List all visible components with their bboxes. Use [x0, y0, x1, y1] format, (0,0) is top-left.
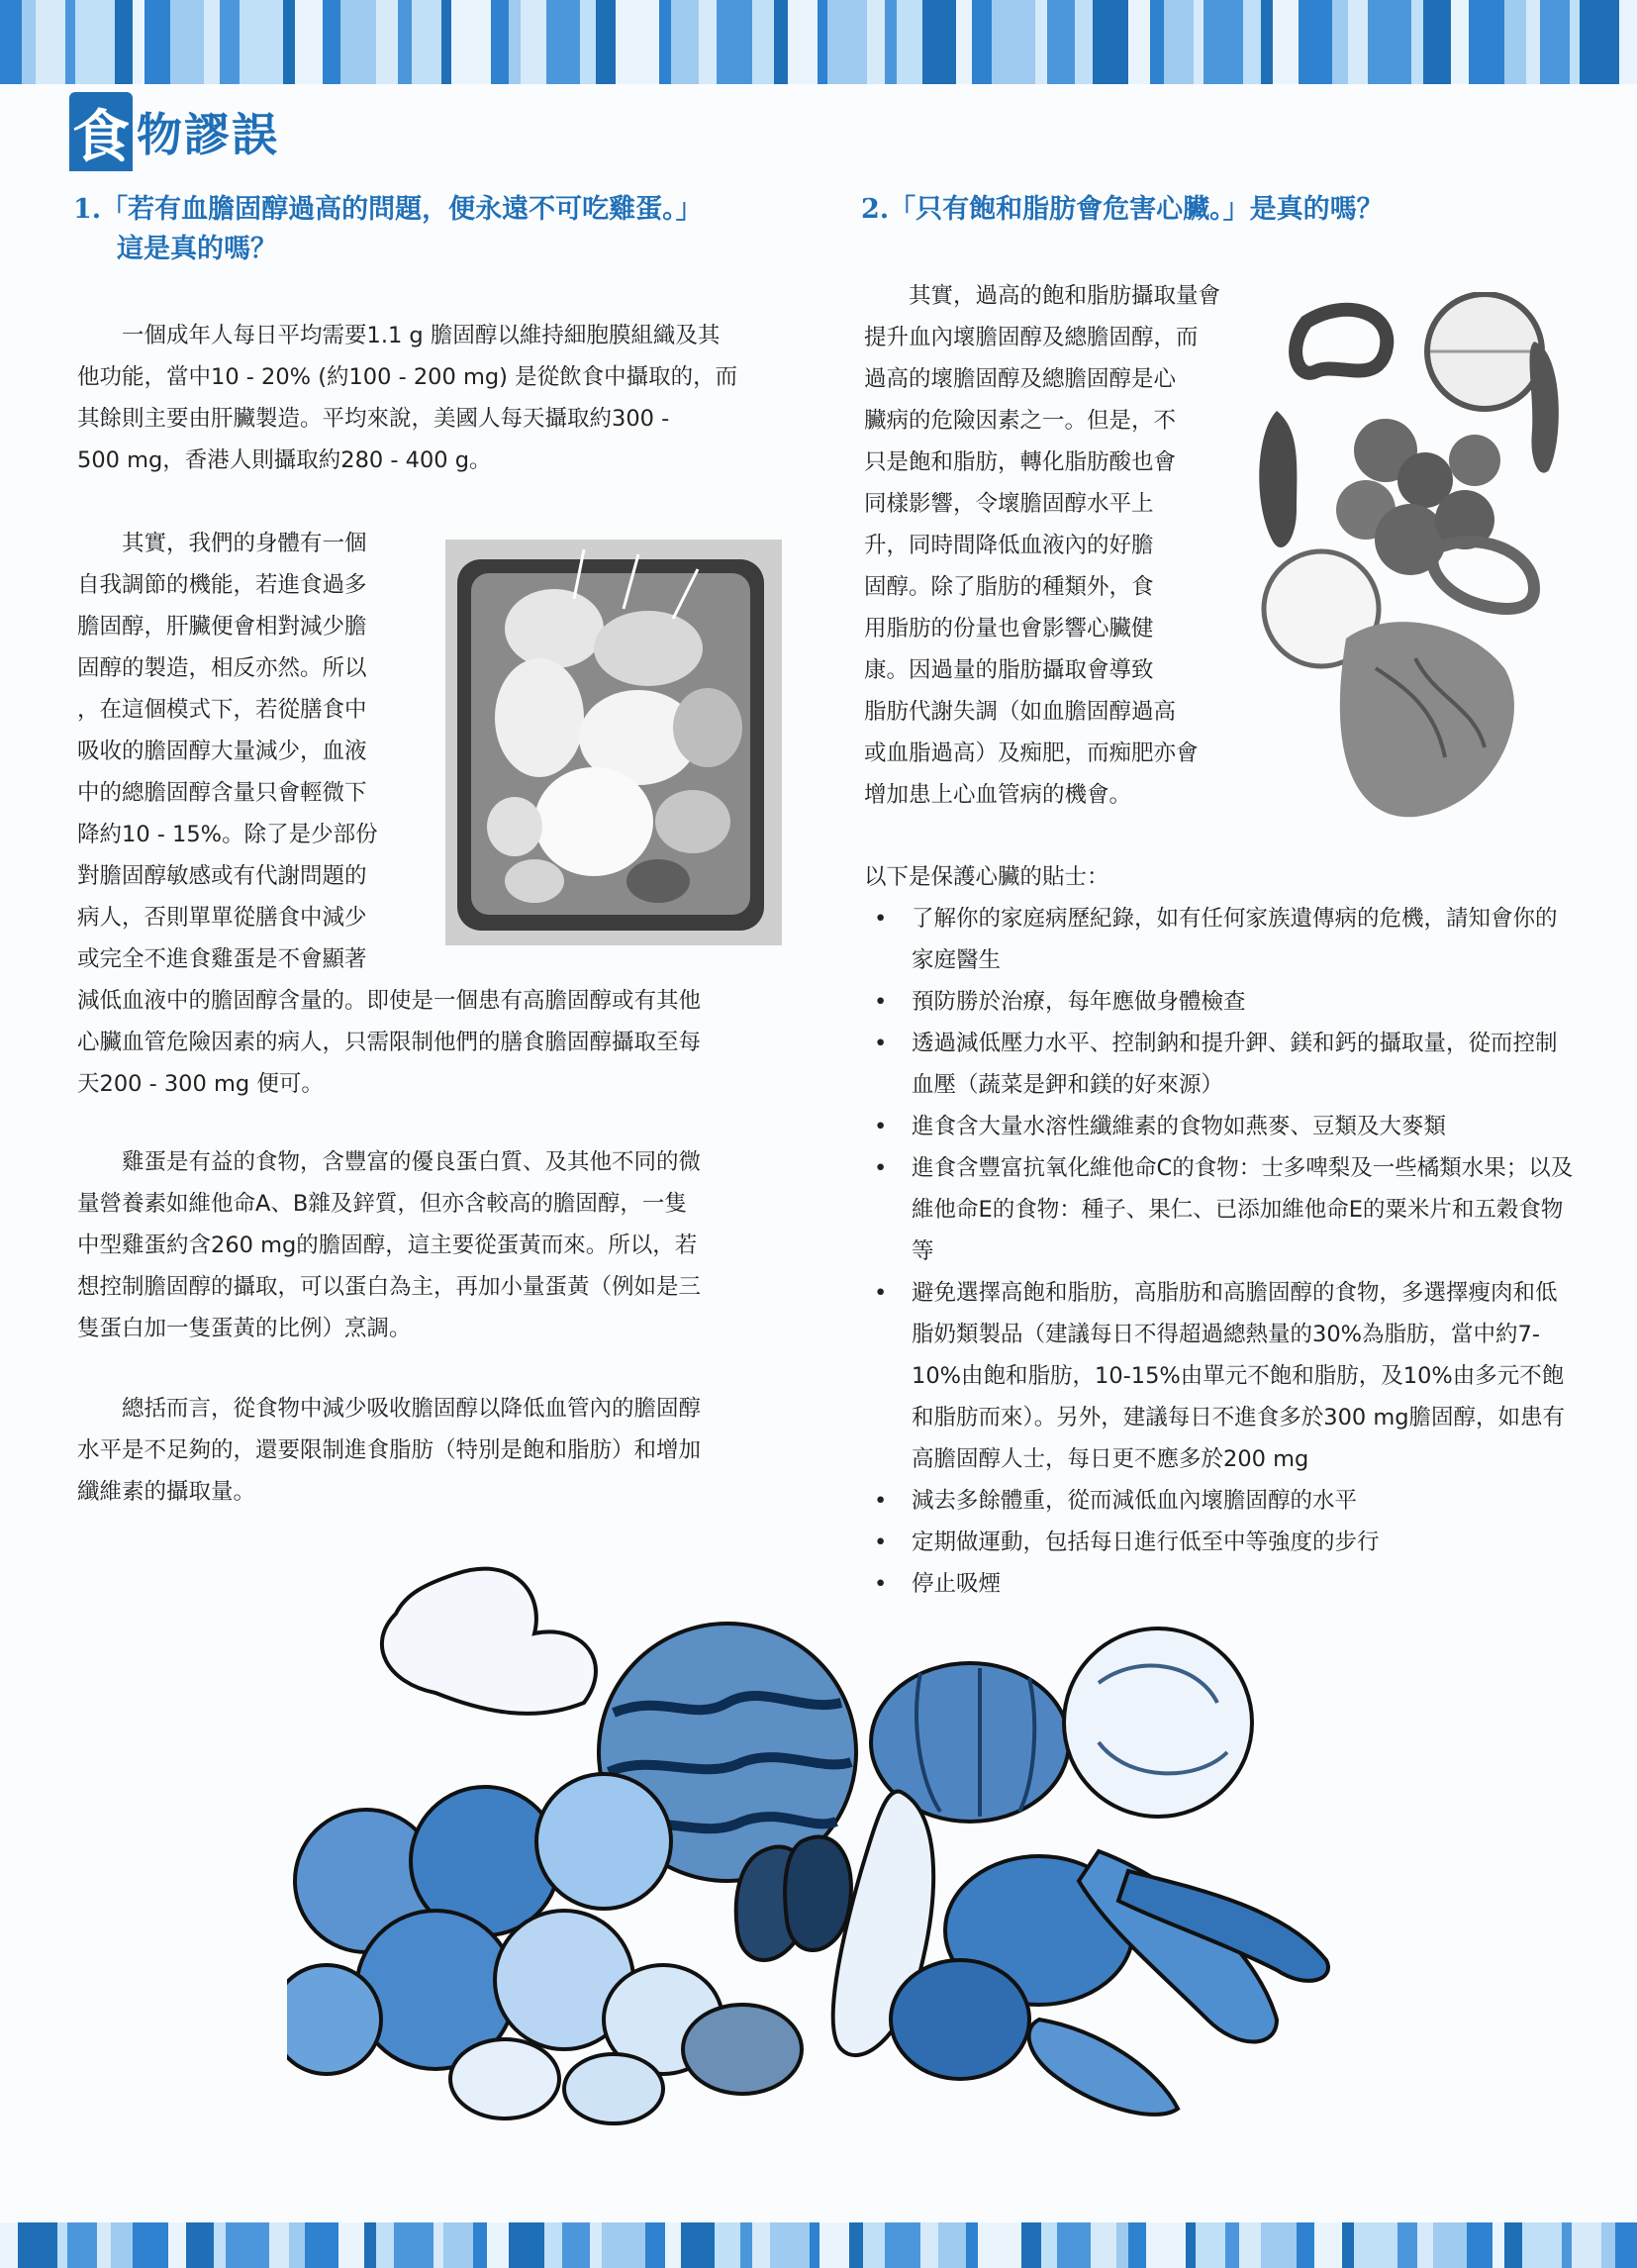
stripe-segment [1299, 0, 1332, 84]
q1-p4-line: 總括而言，從食物中減少吸收膽固醇以降低血管內的膽固醇 [122, 1396, 702, 1422]
stripe-segment [956, 0, 972, 84]
stripe-segment [1186, 2222, 1196, 2268]
stripe-segment [412, 0, 441, 84]
q1-paragraph-2 [77, 523, 433, 980]
q2-p1-line: 升，同時間降低血液內的好膽 [864, 533, 1154, 558]
stripe-segment [1451, 0, 1469, 84]
stripe-segment [186, 2222, 214, 2268]
stripe-segment [509, 2222, 544, 2268]
stripe-segment [441, 0, 451, 84]
q2-p1-line: 同樣影響，令壞膽固醇水平上 [864, 491, 1154, 517]
stripe-segment [1146, 2222, 1186, 2268]
stripe-segment [740, 2222, 752, 2268]
stripe-segment [65, 0, 75, 84]
stripe-segment [1047, 0, 1075, 84]
stripe-segment [18, 2222, 57, 2268]
stripe-segment [1368, 0, 1411, 84]
stripe-segment [659, 0, 671, 84]
stripe-segment [546, 0, 580, 84]
q1-p2-line: 中的總膽固醇含量只會輕微下 [77, 780, 367, 806]
q1-paragraph-3 [77, 1141, 800, 1349]
stripe-segment [1397, 2222, 1417, 2268]
stripe-segment [433, 2222, 443, 2268]
stripe-segment [305, 2222, 338, 2268]
q1-p3-line: 隻蛋白加一隻蛋黃的比例）烹調。 [77, 1316, 412, 1341]
stripe-segment [1116, 2222, 1128, 2268]
stripe-segment [671, 0, 699, 84]
stripe-segment [867, 0, 885, 84]
stripe-segment [699, 0, 717, 84]
q1-p2-line: 其實，我們的身體有一個 [122, 531, 367, 556]
stripe-segment [1164, 0, 1194, 84]
stripe-segment [1150, 0, 1164, 84]
stripe-segment [1615, 2222, 1637, 2268]
stripe-segment [289, 2222, 305, 2268]
tip-item: • 進食含豐富抗氧化維他命C的食物：士多啤梨及一些橘類水果；以及維他命E的食物：種子、果仁、已添加維他命E的粟米片和五穀食物等 [864, 1147, 1577, 1272]
stripe-segment [1128, 0, 1150, 84]
stripe-segment [1204, 0, 1243, 84]
stripe-segment [1562, 2222, 1572, 2268]
stripe-segment [1332, 0, 1348, 84]
q2-title: 2.「只有飽和脂肪會危害心臟。」是真的嗎？ [861, 194, 1384, 225]
q2-p1-line: 只是飽和脂肪，轉化脂肪酸也會 [864, 449, 1177, 475]
stripe-segment [1417, 2222, 1433, 2268]
bottom-stripe-bar [0, 2222, 1637, 2268]
q1-p2-line: 吸收的膽固醇大量減少，血液 [77, 739, 367, 764]
stripe-segment [752, 2222, 770, 2268]
q2-p1-line: 脂肪代謝失調（如血膽固醇過高 [864, 699, 1177, 725]
q1-p3-line: 雞蛋是有益的食物，含豐富的優良蛋白質、及其他不同的微 [122, 1149, 702, 1175]
stripe-segment [717, 0, 752, 84]
stripe-segment [827, 0, 867, 84]
q1-p1-line: 一個成年人每日平均需要1.1 g 膽固醇以維持細胞膜組織及其 [122, 323, 721, 348]
stripe-segment [810, 2222, 819, 2268]
stripe-segment [1469, 0, 1504, 84]
stripe-segment [75, 0, 115, 84]
tip-item: • 避免選擇高飽和脂肪，高脂肪和高膽固醇的食物，多選擇瘦肉和低脂奶類製品（建議每日不得超過總熱量的30%為脂肪，當中約7-10%由飽和脂肪，10-15%由單元不飽和脂肪，及10%由多元不飽和脂肪而來）。另外，建議每日不進食多於300 mg膽固醇，如患有高膽固醇人士，每日更不應多於200 mg [864, 1272, 1577, 1480]
q1-paragraph-4 [77, 1388, 800, 1513]
q1-paragraph-2-cont [77, 980, 800, 1105]
q1-p2c-line: 減低血液中的膽固醇含量的。即使是一個患有高膽固醇或有其他 [77, 988, 702, 1014]
stripe-segment [1504, 2222, 1522, 2268]
q1-title [73, 190, 703, 269]
stripe-segment [473, 2222, 487, 2268]
hotpot-photo [445, 540, 782, 945]
stripe-segment [788, 0, 818, 84]
q1-p2c-line: 天200 - 300 mg 便可。 [77, 1071, 324, 1097]
stripe-segment [1297, 2222, 1314, 2268]
q2-p1-line: 臟病的危險因素之一。但是，不 [864, 408, 1177, 434]
stripe-segment [596, 0, 616, 84]
stripe-segment [22, 0, 36, 84]
tip-item: • 停止吸煙 [864, 1563, 1577, 1605]
tip-item: • 進食含大量水溶性纖維素的食物如燕麥、豆類及大麥類 [864, 1106, 1577, 1147]
stripe-segment [1348, 0, 1368, 84]
stripe-segment [818, 0, 827, 84]
stripe-segment [57, 2222, 67, 2268]
stripe-segment [1021, 2222, 1041, 2268]
stripe-segment [885, 2222, 920, 2268]
stripe-segment [992, 0, 1035, 84]
stripe-segment [665, 2222, 681, 2268]
stripe-segment [168, 2222, 186, 2268]
tips-intro: 以下是保護心臟的貼士： [864, 864, 1109, 890]
stripe-segment [487, 2222, 509, 2268]
q1-p2-line: 降約10 - 15%。除了是少部份 [77, 822, 378, 847]
stripe-segment [1091, 2222, 1116, 2268]
vegetables-photo [1237, 292, 1584, 827]
q1-title-line2: 這是真的嗎？ [117, 234, 277, 264]
stripe-segment [1196, 2222, 1225, 2268]
stripe-segment [376, 0, 398, 84]
q2-p1-line: 或血脂過高）及痴肥，而痴肥亦會 [864, 740, 1199, 766]
stripe-segment [1354, 2222, 1397, 2268]
stripe-segment [972, 0, 992, 84]
stripe-segment [240, 0, 283, 84]
stripe-segment [770, 2222, 810, 2268]
q1-p1-line: 他功能，當中10 - 20% (約100 - 200 mg) 是從飲食中攝取的，而 [77, 364, 738, 390]
stripe-segment [1526, 0, 1540, 84]
stripe-segment [616, 0, 659, 84]
q1-p2-line: 病人，否則單單從膳食中減少 [77, 905, 367, 931]
stripe-segment [920, 2222, 938, 2268]
stripe-segment [204, 0, 220, 84]
stripe-segment [1433, 2222, 1467, 2268]
stripe-segment [1314, 2222, 1342, 2268]
stripe-segment [509, 0, 521, 84]
stripe-segment [1601, 2222, 1615, 2268]
stripe-segment [922, 0, 956, 84]
stripe-segment [1273, 0, 1299, 84]
stripe-segment [819, 2222, 849, 2268]
stripe-segment [115, 0, 133, 84]
q1-p3-line: 量營養素如維他命A、B雜及鋅質，但亦含較高的膽固醇，一隻 [77, 1191, 687, 1217]
stripe-segment [1504, 0, 1526, 84]
page-header [69, 87, 279, 176]
stripe-segment [1342, 2222, 1354, 2268]
header-logo-char: 食 [69, 92, 133, 171]
stripe-segment [1619, 0, 1637, 84]
stripe-segment [562, 2222, 590, 2268]
stripe-segment [849, 2222, 863, 2268]
q2-p1-line: 提升血內壞膽固醇及總膽固醇，而 [864, 325, 1199, 350]
stripe-segment [0, 0, 22, 84]
tip-item: • 減去多餘體重，從而減低血內壞膽固醇的水平 [864, 1480, 1577, 1522]
stripe-segment [1522, 2222, 1562, 2268]
stripe-segment [295, 0, 323, 84]
stripe-segment [590, 2222, 602, 2268]
stripe-segment [376, 2222, 394, 2268]
stripe-segment [491, 0, 509, 84]
stripe-segment [220, 0, 240, 84]
stripe-segment [111, 2222, 133, 2268]
stripe-segment [602, 2222, 645, 2268]
stripe-segment [1572, 2222, 1601, 2268]
stripe-segment [133, 0, 144, 84]
stripe-segment [863, 2222, 885, 2268]
q2-p1-line: 增加患上心血管病的機會。 [864, 782, 1132, 808]
stripe-segment [1239, 2222, 1261, 2268]
q1-p1-line: 500 mg，香港人則攝取約280 - 400 g。 [77, 447, 492, 473]
top-stripe-bar [0, 0, 1637, 84]
stripe-segment [398, 0, 412, 84]
q1-p4-line: 纖維素的攝取量。 [77, 1479, 256, 1505]
stripe-segment [544, 2222, 562, 2268]
stripe-segment [521, 0, 546, 84]
q1-p2-line: 自我調節的機能，若進食過多 [77, 572, 367, 598]
q2-p1-line: 固醇。除了脂肪的種類外，食 [864, 574, 1154, 600]
q2-p1-line: 其實，過高的飽和脂肪攝取量會 [909, 283, 1221, 309]
fruit-vegetable-illustration [287, 1554, 1356, 2128]
stripe-segment [938, 2222, 966, 2268]
stripe-segment [1041, 2222, 1057, 2268]
stripe-segment [226, 2222, 269, 2268]
stripe-segment [0, 2222, 18, 2268]
heart-tips-list [864, 898, 1577, 1605]
tip-item: • 預防勝於治療，每年應做身體檢查 [864, 981, 1577, 1023]
stripe-segment [170, 0, 204, 84]
stripe-segment [966, 2222, 978, 2268]
stripe-segment [681, 2222, 715, 2268]
stripe-segment [1035, 0, 1047, 84]
tip-item: • 了解你的家庭病歷紀錄，如有任何家族遺傳病的危機，請知會你的家庭醫生 [864, 898, 1577, 981]
stripe-segment [1467, 2222, 1493, 2268]
stripe-segment [1225, 2222, 1239, 2268]
stripe-segment [1411, 0, 1423, 84]
q1-p2-line: 對膽固醇敏感或有代謝問題的 [77, 863, 367, 889]
stripe-segment [67, 2222, 97, 2268]
q2-p1-line: 康。因過量的脂肪攝取會導致 [864, 657, 1154, 683]
q1-p2-line: 固醇的製造，相反亦然。所以 [77, 655, 367, 681]
q1-paragraph-1 [77, 315, 800, 481]
stripe-segment [451, 0, 491, 84]
stripe-segment [897, 0, 922, 84]
q1-p2-line: ，在這個模式下，若從膳食中 [77, 697, 367, 723]
stripe-segment [36, 0, 65, 84]
tip-item: • 定期做運動，包括每日進行低至中等強度的步行 [864, 1522, 1577, 1563]
stripe-segment [715, 2222, 740, 2268]
stripe-segment [752, 0, 774, 84]
stripe-segment [364, 2222, 376, 2268]
stripe-segment [214, 2222, 226, 2268]
stripe-segment [1075, 0, 1093, 84]
stripe-segment [774, 0, 788, 84]
q1-p1-line: 其餘則主要由肝臟製造。平均來說，美國人每天攝取約300 - [77, 406, 670, 432]
stripe-segment [978, 2222, 1021, 2268]
stripe-segment [1243, 0, 1261, 84]
stripe-segment [1570, 0, 1580, 84]
stripe-segment [97, 2222, 111, 2268]
header-title: 物謬誤 [137, 108, 279, 161]
stripe-segment [1540, 0, 1570, 84]
stripe-segment [1493, 2222, 1504, 2268]
q1-p2-line: 或完全不進食雞蛋是不會顯著 [77, 946, 367, 972]
stripe-segment [338, 2222, 364, 2268]
q1-p2-line: 膽固醇，肝臟便會相對減少膽 [77, 614, 367, 640]
stripe-segment [885, 0, 897, 84]
stripe-segment [645, 2222, 665, 2268]
q1-title-line1: 1.「若有血膽固醇過高的問題，便永遠不可吃雞蛋。」 [73, 194, 703, 225]
stripe-segment [1423, 0, 1451, 84]
q1-p2c-line: 心臟血管危險因素的病人，只需限制他們的膳食膽固醇攝取至每 [77, 1030, 702, 1055]
q2-p1-line: 用脂肪的份量也會影響心臟健 [864, 616, 1154, 641]
tip-item: • 透過減低壓力水平、控制鈉和提升鉀、鎂和鈣的攝取量，從而控制血壓（蔬菜是鉀和鎂的好來源） [864, 1023, 1577, 1106]
stripe-segment [1580, 0, 1619, 84]
stripe-segment [1057, 2222, 1091, 2268]
q2-p1-line: 過高的壞膽固醇及總膽固醇是心 [864, 366, 1177, 392]
stripe-segment [269, 2222, 289, 2268]
q1-p4-line: 水平是不足夠的，還要限制進食脂肪（特別是飽和脂肪）和增加 [77, 1437, 702, 1463]
stripe-segment [133, 2222, 168, 2268]
stripe-segment [1261, 0, 1273, 84]
stripe-segment [340, 0, 376, 84]
stripe-segment [394, 2222, 433, 2268]
stripe-segment [283, 0, 295, 84]
stripe-segment [1093, 0, 1128, 84]
stripe-segment [443, 2222, 473, 2268]
stripe-segment [1128, 2222, 1146, 2268]
q1-p3-line: 想控制膽固醇的攝取，可以蛋白為主，再加小量蛋黃（例如是三 [77, 1274, 702, 1300]
stripe-segment [1194, 0, 1204, 84]
q2-paragraph-1 [864, 275, 1300, 816]
stripe-segment [1261, 2222, 1297, 2268]
stripe-segment [580, 0, 596, 84]
q1-p3-line: 中型雞蛋約含260 mg的膽固醇，這主要從蛋黃而來。所以，若 [77, 1233, 698, 1258]
stripe-segment [144, 0, 170, 84]
stripe-segment [323, 0, 340, 84]
